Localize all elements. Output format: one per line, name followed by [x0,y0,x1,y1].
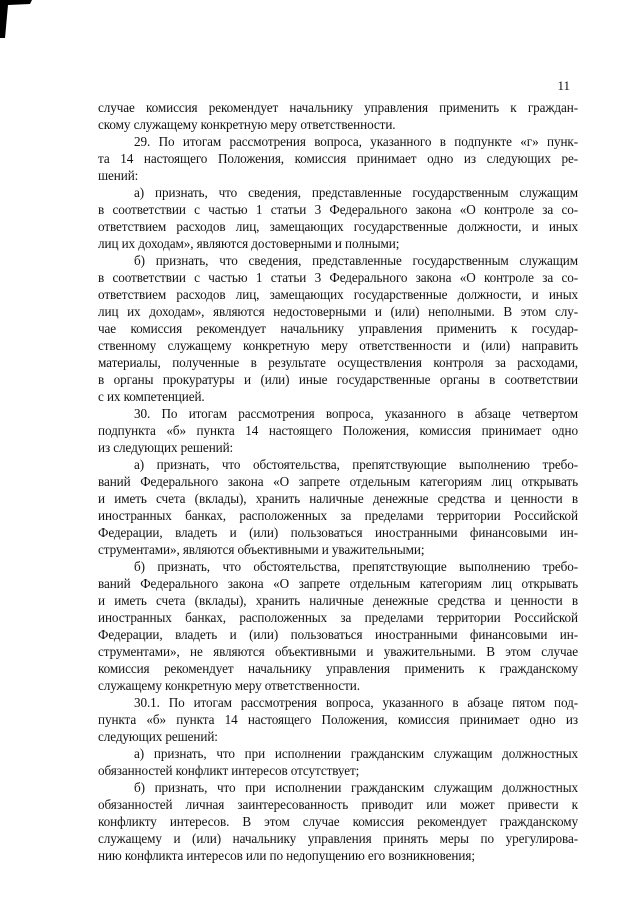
text-line: комиссия рекомендует начальнику управления применить к гражданскому [98,661,578,676]
text-line: в органы прокуратуры и (или) иные государственные органы в соответствии [98,372,578,387]
text-line: случае комиссия рекомендует начальнику управления применить к граждан- [98,100,578,115]
item-b-start: б) признать, что при исполнении гражданским служащим должностных [134,780,578,795]
paragraph-30-1-start: 30.1. По итогам рассмотрения вопроса, указанного в абзаце пятом под- [134,695,578,710]
document-body [98,99,578,864]
text-line: ственному служащему конкретную меру ответственности и (или) направить [98,338,578,353]
text-line: служащему и (или) начальнику управления принять меры по урегулирова- [98,831,578,846]
text-line: лиц их доходам», являются достоверными и полными; [98,236,400,251]
paragraph-30-start: 30. По итогам рассмотрения вопроса, указанного в абзаце четвертом [134,406,578,421]
text-line: струментами», не являются объективными и уважительными. В этом случае [98,644,578,659]
text-line: лиц их доходам», являются недостоверными и (или) неполными. В этом слу- [98,304,578,319]
text-line: ваний Федерального закона «О запрете отдельным категориям лиц открывать [98,576,578,591]
text-line: ответствием расходов лиц, замещающих государственные должности, и иных [98,287,578,302]
text-line: и иметь счета (вклады), хранить наличные денежные средства и ценности в [98,593,578,608]
text-line: пункта «б» пункта 14 настоящего Положения, комиссия принимает одно из [98,712,578,727]
scan-corner-mark [0,0,32,38]
item-b-start: б) признать, что обстоятельства, препятствующие выполнению требо- [134,559,578,574]
text-line: шений: [98,168,139,183]
text-line: та 14 настоящего Положения, комиссия принимает одно из следующих ре- [98,151,578,166]
item-b-start: б) признать, что сведения, представленные государственным служащим [134,253,578,268]
text-line: обязанностей конфликт интересов отсутствует; [98,763,360,778]
paragraph-29-start: 29. По итогам рассмотрения вопроса, указанного в подпункте «г» пунк- [134,134,578,149]
text-line: скому служащему конкретную меру ответственности. [98,117,396,132]
item-a-start: а) признать, что сведения, представленные государственным служащим [134,185,578,200]
text-line: иностранных банках, расположенных за пределами территории Российской [98,610,578,625]
text-line: с их компетенцией. [98,389,205,404]
text-line: в соответствии с частью 1 статьи 3 Федерального закона «О контроле за со- [98,270,578,285]
text-line: струментами», являются объективными и уважительными; [98,542,425,557]
text-line: конфликту интересов. В этом случае комиссия рекомендует гражданскому [98,814,578,829]
item-a-start: а) признать, что обстоятельства, препятствующие выполнению требо- [134,457,578,472]
text-line: ваний Федерального закона «О запрете отдельным категориям лиц открывать [98,474,578,489]
text-line: обязанностей личная заинтересованность приводит или может привести к [98,797,578,812]
page-number: 11 [557,78,570,93]
text-line: нию конфликта интересов или по недопущению его возникновения; [98,848,475,863]
text-line: служащему конкретную меру ответственности. [98,678,360,693]
text-line: Федерации, владеть и (или) пользоваться иностранными финансовыми ин- [98,627,578,642]
text-line: и иметь счета (вклады), хранить наличные денежные средства и ценности в [98,491,578,506]
text-line: иностранных банках, расположенных за пределами территории Российской [98,508,578,523]
text-line: подпункта «б» пункта 14 настоящего Положения, комиссия принимает одно [98,423,578,438]
text-line: чае комиссия рекомендует начальнику управления применить к государ- [98,321,578,336]
text-line: материалы, полученные в результате осуществления контроля за расходами, [98,355,578,370]
text-line: следующих решений: [98,729,218,744]
text-line: ответствием расходов лиц, замещающих государственные должности, и иных [98,219,578,234]
text-line: из следующих решений: [98,440,234,455]
text-line: в соответствии с частью 1 статьи 3 Федерального закона «О контроле за со- [98,202,578,217]
text-line: Федерации, владеть и (или) пользоваться иностранными финансовыми ин- [98,525,578,540]
item-a-start: а) признать, что при исполнении гражданским служащим должностных [134,746,578,761]
